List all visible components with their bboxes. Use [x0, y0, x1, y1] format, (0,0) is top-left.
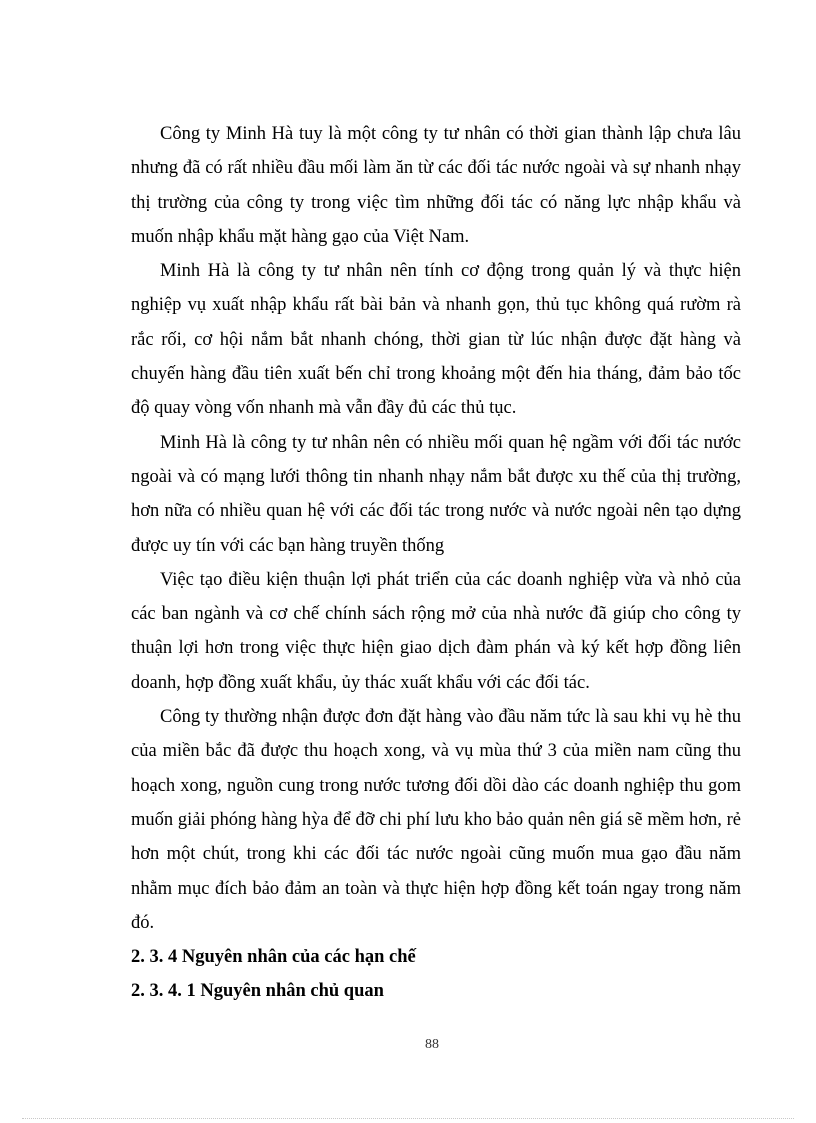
subsection-heading: 2. 3. 4. 1 Nguyên nhân chủ quan: [131, 981, 384, 1002]
paragraph-5: Công ty thường nhận được đơn đặt hàng vào đầu năm tức là sau khi vụ hè thu của miền bắc đã được thu hoạch xong, và vụ mùa thứ 3 của miền nam cũng thu hoạch xong, nguồn cung trong nước tương đối dồi dào các doanh nghiệp thu gom muốn giải phóng hàng hỳa để đỡ chi phí lưu kho bảo quản nên giá sẽ mềm hơn, rẻ hơn một chút, trong khi các đối tác nước ngoài cũng muốn mua gạo đầu năm nhằm mục đích bảo đảm an toàn và thực hiện hợp đồng kết toán ngay trong năm đó.: [131, 707, 741, 933]
page-content: [131, 117, 741, 1009]
page-bottom-divider: [22, 1118, 794, 1119]
paragraph-4: Việc tạo điều kiện thuận lợi phát triển của các doanh nghiệp vừa và nhỏ của các ban ngành và cơ chế chính sách rộng mở của nhà nước đã giúp cho công ty thuận lợi hơn trong việc thực hiện giao dịch đàm phán và ký kết hợp đồng liên doanh, hợp đồng xuất khẩu, ủy thác xuất khẩu với các đối tác.: [131, 569, 741, 693]
section-heading: 2. 3. 4 Nguyên nhân của các hạn chế: [131, 947, 416, 968]
page-number: 88: [425, 1037, 439, 1052]
paragraph-3: Minh Hà là công ty tư nhân nên có nhiều mối quan hệ ngầm với đối tác nước ngoài và có mạng lưới thông tin nhanh nhạy nắm bắt được xu thế của thị trường, hơn nữa có nhiều quan hệ với các đối tác trong nước và nước ngoài nên tạo dựng được uy tín với các bạn hàng truyền thống: [131, 432, 741, 556]
paragraph-1: Công ty Minh Hà tuy là một công ty tư nhân có thời gian thành lập chưa lâu nhưng đã có rất nhiều đầu mối làm ăn từ các đối tác nước ngoài và sự nhanh nhạy thị trường của công ty trong việc tìm những đối tác có năng lực nhập khẩu và muốn nhập khẩu mặt hàng gạo của Việt Nam.: [131, 124, 741, 247]
paragraph-2: Minh Hà là công ty tư nhân nên tính cơ động trong quản lý và thực hiện nghiệp vụ xuất nhập khẩu rất bài bản và nhanh gọn, thủ tục không quá rườm rà rắc rối, cơ hội nắm bắt nhanh chóng, thời gian từ lúc nhận được đặt hàng và chuyến hàng đầu tiên xuất bến chỉ trong khoảng một đến hia tháng, đảm bảo tốc độ quay vòng vốn nhanh mà vẫn đầy đủ các thủ tục.: [131, 261, 741, 419]
